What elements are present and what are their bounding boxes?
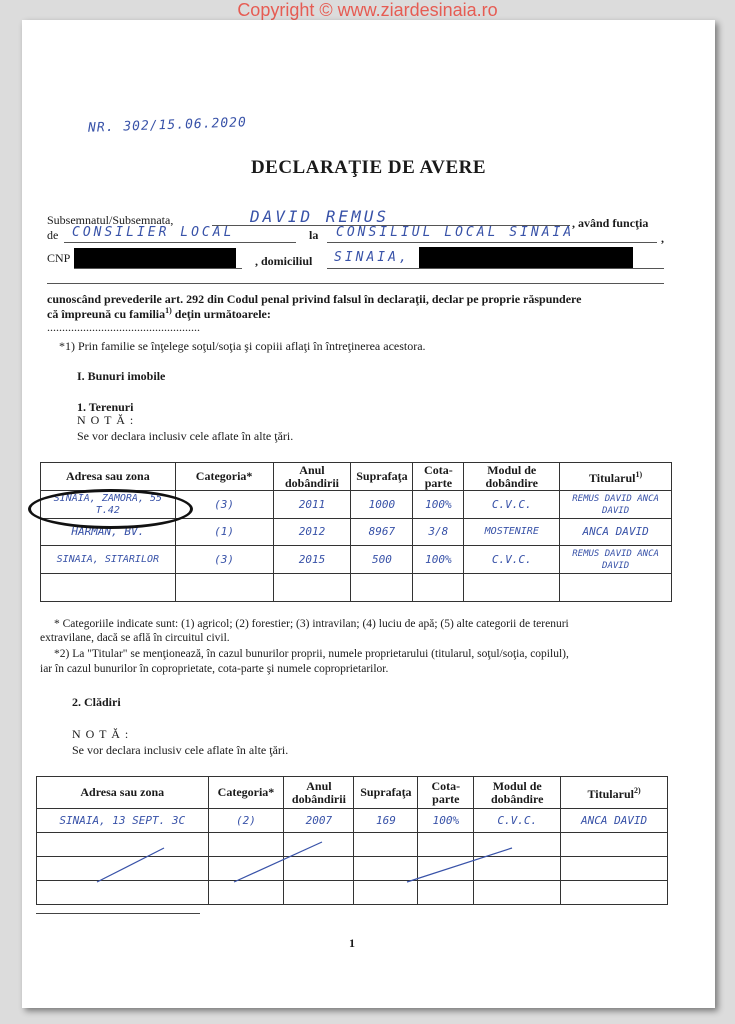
col-adresa: Adresa sau zona <box>41 463 176 491</box>
col-categoria: Categoria* <box>208 777 284 809</box>
col-cota: Cota-parte <box>418 777 474 809</box>
declaration-page <box>22 20 715 1008</box>
col-anul: Anul dobândirii <box>284 777 354 809</box>
cancel-stroke-2 <box>234 842 322 882</box>
cancel-stroke-1 <box>97 848 164 882</box>
cell-modul: MOSTENIRE <box>464 519 560 546</box>
cell-anul: 2011 <box>273 491 351 519</box>
col-adresa: Adresa sau zona <box>37 777 209 809</box>
col-cota: Cota-parte <box>413 463 464 491</box>
col-titular: Titularul$^{1)}$ <box>560 463 672 491</box>
cell-cota: 100% <box>413 546 464 574</box>
col-anul: Anul dobândirii <box>273 463 351 491</box>
label-functia: , având funcţia <box>572 216 649 230</box>
domicile-value: SINAIA, <box>334 250 410 265</box>
nota-text-1: Se vor declara inclusiv cele aflate în alte ţări. <box>77 429 294 443</box>
label-subsemnatul: Subsemnatul/Subsemnata, <box>47 213 174 227</box>
cell-modul: C.V.C. <box>464 491 560 519</box>
cell-cota: 3/8 <box>413 519 464 546</box>
label-la: la <box>309 228 319 242</box>
cell-categoria: (3) <box>175 546 273 574</box>
declarant-name: DAVID REMUS <box>250 207 389 226</box>
cell-suprafata: 1000 <box>351 491 413 519</box>
category-note-line-1: * Categoriile indicate sunt: (1) agricol; (2) forestier; (3) intravilan; (4) luciu de apă; (5) alte categorii de terenuri <box>54 618 569 630</box>
cell-categoria: (1) <box>175 519 273 546</box>
cell-cota: 100% <box>413 491 464 519</box>
cell-modul: C.V.C. <box>474 809 561 833</box>
cell-adresa: SINAIA, SITARILOR <box>41 546 176 574</box>
cell-titular: ANCA DAVID <box>560 519 672 546</box>
cancel-strokes <box>22 20 715 1008</box>
document-title: DECLARAŢIE DE AVERE <box>250 157 487 178</box>
label-de: de <box>47 228 59 242</box>
cell-categoria: (3) <box>175 491 273 519</box>
col-suprafata: Suprafaţa <box>351 463 413 491</box>
col-suprafata: Suprafaţa <box>354 777 418 809</box>
cell-titular: ANCA DAVID <box>561 809 668 833</box>
cell-cota: 100% <box>418 809 474 833</box>
dotted-line: ................................................... <box>47 320 200 334</box>
page-number: 1 <box>349 936 355 950</box>
cell-modul: C.V.C. <box>464 546 560 574</box>
cell-suprafata: 8967 <box>351 519 413 546</box>
function-value: CONSILIER LOCAL <box>72 225 235 240</box>
section-heading-bunuri-imobile: I. Bunuri imobile <box>77 369 166 383</box>
comma: , <box>661 231 664 245</box>
cell-adresa: SINAIA, 13 SEPT. 3C <box>37 809 209 833</box>
registration-number: NR. 302/15.06.2020 <box>87 115 248 136</box>
cell-titular: REMUS DAVID ANCA DAVID <box>560 546 672 574</box>
cell-adresa: SINAIA, ZAMORA, 55 T.42 <box>41 491 176 519</box>
cell-suprafata: 500 <box>351 546 413 574</box>
cell-anul: 2007 <box>284 809 354 833</box>
label-cnp: CNP <box>47 251 71 265</box>
footnote-separator <box>36 913 200 914</box>
copyright-watermark: Copyright © www.ziardesinaia.ro <box>237 0 498 20</box>
category-note-line-2: extravilane, dacă se află în circuitul civil. <box>40 632 230 644</box>
titular-note-line-2: iar în cazul bunurilor în coproprietate, cota-parte şi numele coproprietarilor. <box>40 663 389 675</box>
nota-label-1: N O T Ă : <box>77 413 135 427</box>
label-domiciliul: , domiciliul <box>255 254 313 268</box>
statement-line-1: cunoscând prevederile art. 292 din Codul penal privind falsul în declaraţii, declar pe proprie răspundere <box>47 292 582 306</box>
sub-heading-cladiri: 2. Clădiri <box>72 695 121 709</box>
col-modul: Modul de dobândire <box>464 463 560 491</box>
nota-text-2: Se vor declara inclusiv cele aflate în alte ţări. <box>72 743 289 757</box>
institution-value: CONSILIUL LOCAL SINAIA <box>336 225 575 240</box>
col-titular: Titularul$^{2)}$ <box>561 777 668 809</box>
cancel-stroke-3 <box>407 848 512 882</box>
family-footnote: *1) Prin familie se înţelege soţul/soţia şi copiii aflaţi în întreţinerea acestora. <box>59 339 426 353</box>
cell-suprafata: 169 <box>354 809 418 833</box>
cell-anul: 2015 <box>273 546 351 574</box>
cell-titular: REMUS DAVID ANCA DAVID <box>560 491 672 519</box>
cell-categoria: (2) <box>208 809 284 833</box>
statement-line-2: că împreună cu familia$^{1)}$ deţin următoarele: <box>47 306 271 321</box>
sub-heading-terenuri: 1. Terenuri <box>77 400 134 414</box>
col-modul: Modul de dobândire <box>474 777 561 809</box>
titular-note-line-1: *2) La "Titular" se menţionează, în cazul bunurilor proprii, numele proprietarului (titularul, soţul/soţia, copilul), <box>54 648 569 660</box>
col-categoria: Categoria* <box>175 463 273 491</box>
nota-label-2: N O T Ă : <box>72 727 130 741</box>
cell-adresa: HARMAN, BV. <box>41 519 176 546</box>
cell-anul: 2012 <box>273 519 351 546</box>
